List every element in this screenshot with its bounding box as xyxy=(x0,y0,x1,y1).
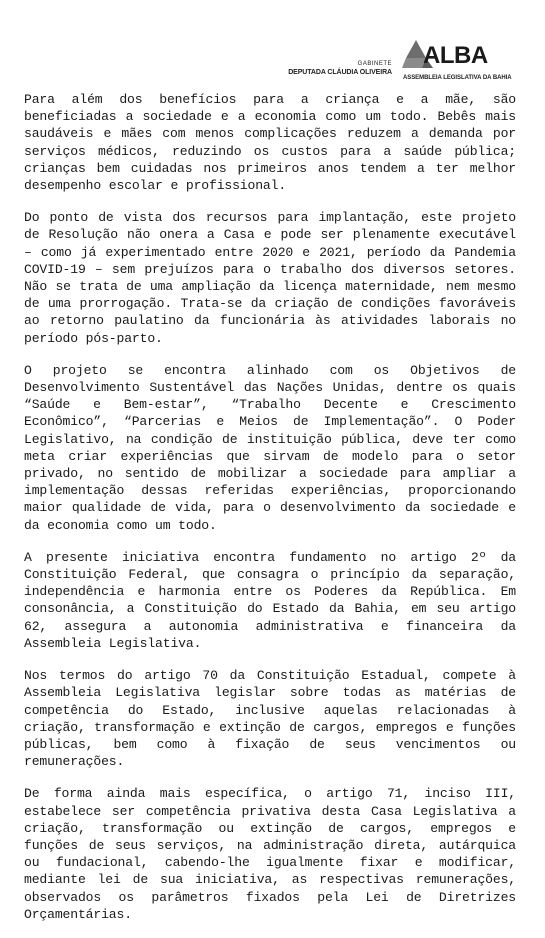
gabinete-label: GABINETE xyxy=(357,61,392,67)
paragraph: Para além dos benefícios para a criança e a mãe, são beneficiadas a sociedade e a economia como um todo. Bebês mais saudáveis e mães com menos complicações reduzem a demanda por serviços médicos, reduzindo os custos para a saúde pública; crianças bem cuidadas nos primeiros anos tendem a ter melhor desempenho escolar e profissional. xyxy=(24,92,516,194)
paragraph: De forma ainda mais específica, o artigo 71, inciso III, estabelece ser competência privativa desta Casa Legislativa a criação, transformação ou extinção de cargos, empregos e funções de seus serviços, na administração direta, autárquica ou fundacional, cabendo-lhe igualmente fixar e modificar, mediante lei de sua iniciativa, as respectivas remunerações, observados os parâmetros fixados pela Lei de Diretrizes Orçamentárias. xyxy=(24,786,516,922)
gabinete-block xyxy=(288,60,392,77)
page-header xyxy=(0,34,545,84)
paragraph: Do ponto de vista dos recursos para implantação, este projeto de Resolução não onera a Casa e pode ser plenamente executável – como já experimentado entre 2020 e 2021, período da Pandemia COVID-19 – sem prejuízos para o trabalho dos diversos setores. Não se trata de uma ampliação da licença maternidade, nem mesmo de uma prorrogação. Trata-se da criação de condições favoráveis ao retorno paulatino da funcionária às atividades laborais no período pós-parto. xyxy=(24,210,516,346)
gabinete-name: DEPUTADA CLÁUDIA OLIVEIRA xyxy=(288,69,392,76)
paragraph: Nos termos do artigo 70 da Constituição Estadual, compete à Assembleia Legislativa legislar sobre todas as matérias de competência do Estado, inclusive aquelas relacionadas à criação, transformação e extinção de cargos, empregos e funções públicas, bem como à fixação de seus vencimentos ou remunerações. xyxy=(24,668,516,770)
paragraph: A presente iniciativa encontra fundamento no artigo 2º da Constituição Federal, que consagra o princípio da separação, independência e harmonia entre os Poderes da República. Em consonância, a Constituição do Estado da Bahia, em seu artigo 62, assegura a autonomia administrativa e financeira da Assembleia Legislativa. xyxy=(24,549,516,651)
logo-subtitle: ASSEMBLEIA LEGISLATIVA DA BAHIA xyxy=(403,75,512,81)
logo-name: ALBA xyxy=(423,42,488,69)
paragraph: O projeto se encontra alinhado com os Objetivos de Desenvolvimento Sustentável das Nações Unidas, dentre os quais “Saúde e Bem-estar”, “Trabalho Decente e Crescimento Econômico”, “Parcerias e Meios de Implementação”. O Poder Legislativo, na condição de instituição pública, deve ter como meta criar experiências que sirvam de modelo para o setor privado, no sentido de mobilizar a sociedade para ampliar a implementação dessas referidas experiências, proporcionando maior qualidade de vida, para o desenvolvimento da sociedade e da economia como um todo. xyxy=(24,362,516,533)
document-body xyxy=(24,91,516,938)
alba-logo xyxy=(402,38,512,84)
